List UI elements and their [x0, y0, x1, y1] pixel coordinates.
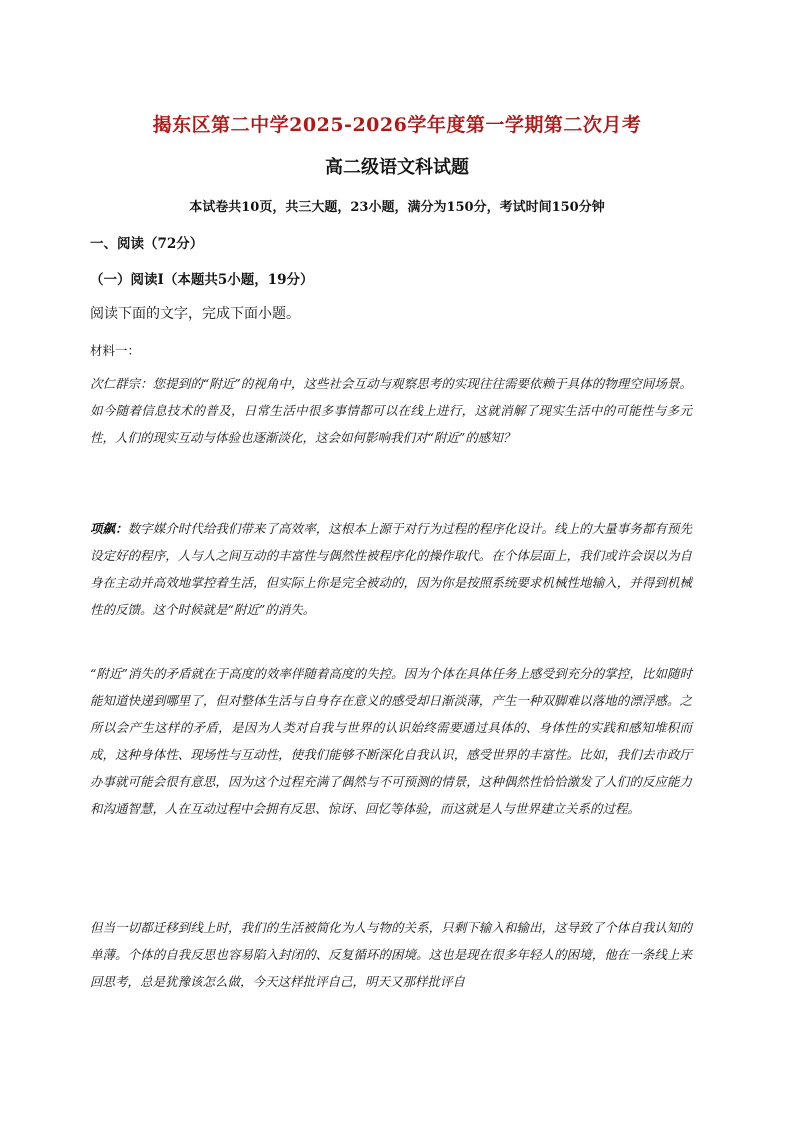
reading-instruction: 阅读下面的文字，完成下面小题。 [90, 306, 300, 322]
paragraph-2 [90, 515, 692, 623]
paragraph-1-text: 次仁群宗：您提到的“附近”的视角中，这些社会互动与观察思考的实现往往需要依赖于具体的物理空间场景。如今随着信息技术的普及，日常生活中很多事情都可以在线上进行，这就消解了现实生活中的可能性与多元性，人们的现实互动与体验也逐渐淡化，这会如何影响我们对“附近”的感知？ [90, 376, 692, 445]
section-heading-part-one: 一、阅读（72分） [90, 236, 204, 252]
paragraph-2-speaker: 项飙： [90, 521, 128, 536]
paragraph-3 [90, 660, 692, 822]
paragraph-3-text: “附近”消失的矛盾就在于高度的效率伴随着高度的失控。因为个体在具体任务上感受到充分的掌控，比如随时能知道快递到哪里了，但对整体生活与自身存在意义的感受却日渐淡薄，产生一种双脚难以落地的漂浮感。之所以会产生这样的矛盾，是因为人类对自我与世界的认识始终需要通过具体的、身体性的实践和感知堆积而成，这种身体性、现场性与互动性，使我们能够不断深化自我认识，感受世界的丰富性。比如，我们去市政厅办事就可能会很有意思，因为这个过程充满了偶然与不可预测的情景，这种偶然性恰恰激发了人们的反应能力和沟通智慧，人在互动过程中会拥有反思、惊讶、回忆等体验，而这就是人与世界建立关系的过程。 [90, 666, 692, 816]
section-heading-reading-one: （一）阅读Ⅰ（本题共5小题，19分） [90, 272, 314, 288]
paragraph-4-text: 但当一切都迁移到线上时，我们的生活被简化为人与物的关系，只剩下输入和输出，这导致了个体自我认知的单薄。个体的自我反思也容易陷入封闭的、反复循环的困境。这也是现在很多年轻人的困境，他在一条线上来回思考，总是犹豫该怎么做，今天这样批评自己，明天又那样批评自 [90, 920, 692, 989]
paragraph-4 [90, 914, 692, 995]
paragraph-1 [90, 370, 692, 451]
material-label: 材料一： [90, 343, 141, 358]
paragraph-2-text: 数字媒介时代给我们带来了高效率，这根本上源于对行为过程的程序化设计。线上的大量事务都有预先设定好的程序，人与人之间互动的丰富性与偶然性被程序化的操作取代。在个体层面上，我们或许会误以为自身在主动并高效地掌控着生活，但实际上你是完全被动的，因为你是按照系统要求机械性地输入，并得到机械性的反馈。这个时候就是“附近”的消失。 [90, 521, 692, 617]
exam-title: 揭东区第二中学2025-2026学年度第一学期第二次月考 [152, 114, 642, 136]
exam-info: 本试卷共10页，共三大题，23小题，满分为150分，考试时间150分钟 [189, 200, 605, 215]
exam-subtitle: 高二级语文科试题 [325, 157, 469, 178]
